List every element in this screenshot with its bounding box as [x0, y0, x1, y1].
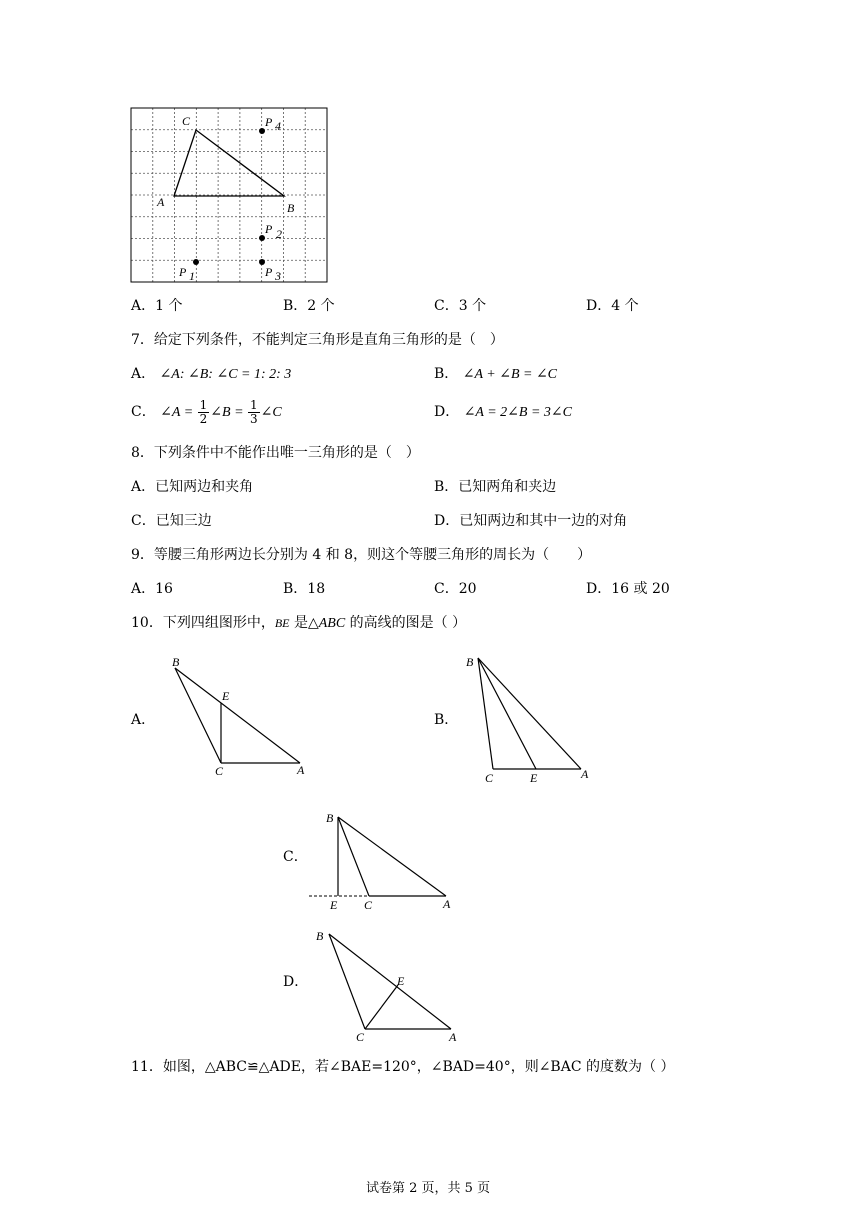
q10-option-b-letter: B．: [434, 712, 459, 728]
q7-option-d: D． ∠A = 2∠B = 3∠C: [434, 404, 572, 420]
q9-option-a: A．16: [131, 581, 173, 597]
fig-a-label-c: C: [215, 764, 224, 778]
q8-option-a: A．已知两边和夹角: [131, 479, 254, 495]
q7-stem: 7．给定下列条件，不能判定三角形是直角三角形的是（ ）: [131, 332, 504, 348]
q10-option-c-letter: C．: [283, 849, 308, 865]
label-a: A: [157, 195, 165, 209]
q9-option-d: D．16 或 20: [586, 581, 670, 597]
q6-option-c: C．3 个: [434, 298, 487, 314]
label-c: C: [182, 114, 191, 128]
q7-option-a: A． ∠A: ∠B: ∠C = 1: 2: 3: [131, 366, 292, 382]
label-p4-sub: 4: [275, 119, 281, 133]
fig-c-label-a: A: [443, 897, 451, 911]
q6-option-d: D．4 个: [586, 298, 639, 314]
label-p3-sub: 3: [275, 269, 281, 283]
fig-d-label-b: B: [316, 929, 324, 943]
q9-option-b: B．18: [283, 581, 326, 597]
fig-d-label-c: C: [356, 1030, 365, 1044]
q7-option-b: B． ∠A + ∠B = ∠C: [434, 366, 558, 382]
label-p3: P: [265, 265, 273, 279]
label-p1: P: [179, 265, 187, 279]
q6-option-b: B．2 个: [283, 298, 335, 314]
fig-b-label-e: E: [530, 771, 538, 785]
fraction-one-half: $\frac{1}{2}$: [199, 397, 208, 426]
q9-stem: 9．等腰三角形两边长分别为 4 和 8，则这个等腰三角形的周长为（ ）: [131, 547, 592, 563]
fig-b-label-b: B: [466, 655, 474, 669]
q10-stem: 10．下列四组图形中，BE 是△ABC 的高线的图是（ ）: [131, 615, 467, 631]
fig-a-label-b: B: [172, 655, 180, 669]
fig-a-label-e: E: [222, 689, 230, 703]
page-footer: 试卷第 2 页，共 5 页: [366, 1181, 491, 1196]
q11-stem: 11．如图，△ABC≌△ADE，若∠BAE=120°，∠BAD=40°，则∠BAC 的度数为（ ）: [131, 1059, 675, 1075]
q10-option-a-letter: A．: [131, 712, 156, 728]
q8-option-c: C．已知三边: [131, 513, 212, 529]
label-b: B: [287, 201, 295, 215]
label-p1-sub: 1: [189, 269, 195, 283]
q8-option-b: B．已知两角和夹边: [434, 479, 557, 495]
fig-c-label-c: C: [364, 898, 373, 912]
fig-b-label-a: A: [581, 767, 589, 781]
q8-stem: 8．下列条件中不能作出唯一三角形的是（ ）: [131, 445, 420, 461]
fig-a-label-a: A: [297, 763, 305, 777]
q10-option-d-letter: D．: [283, 974, 309, 990]
label-p2: P: [265, 222, 273, 236]
fig-d-label-a: A: [449, 1030, 457, 1044]
fig-c-label-e: E: [330, 898, 338, 912]
label-p2-sub: 2: [276, 227, 282, 241]
label-p4: P: [265, 115, 273, 129]
fig-d-label-e: E: [397, 974, 405, 988]
fig-b-label-c: C: [485, 771, 494, 785]
q6-option-a: A．1 个: [131, 298, 183, 314]
q9-option-c: C．20: [434, 581, 477, 597]
q7-option-c: C． ∠A = $\frac{1}{2}$ ∠B = $\frac{1}{3}$ ∠C: [131, 397, 282, 426]
fraction-one-third: $\frac{1}{3}$: [250, 397, 258, 426]
fig-c-label-b: B: [326, 811, 334, 825]
q8-option-d: D．已知两边和其中一边的对角: [434, 513, 628, 529]
